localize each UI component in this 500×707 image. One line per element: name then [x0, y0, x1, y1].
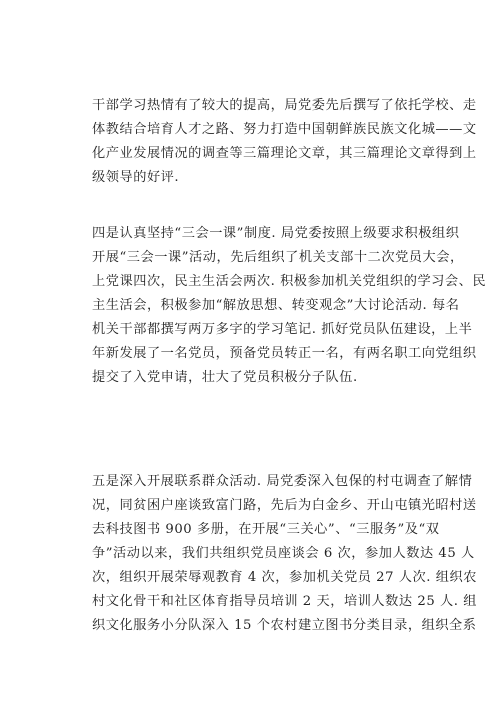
text-line: 况，同贫困户座谈致富门路，先后为白金乡、开山屯镇光昭村送	[92, 498, 477, 513]
text-line: 体教结合培育人才之路、努力打造中国朝鲜族民族文化城——文	[92, 122, 477, 137]
text-line: 机关干部都撰写两万多字的学习笔记. 抓好党员队伍建设，上半	[92, 322, 473, 337]
paragraph-theory-articles	[92, 94, 477, 190]
text-line: 化产业发展情况的调查等三篇理论文章，其三篇理论文章得到上	[92, 146, 477, 161]
text-line: 五是深入开展联系群众活动. 局党委深入包保的村屯调查了解情	[92, 474, 473, 489]
text-line: 争”活动以来，我们共组织党员座谈会 6 次，参加人数达 45 人	[92, 546, 475, 561]
paragraph-three-meetings-one-lesson	[92, 222, 487, 390]
text-line: 村文化骨干和社区体育指导员培训 2 天，培训人数达 25 人. 组	[92, 594, 477, 609]
text-line: 年新发展了一名党员，预备党员转正一名，有两名职工向党组织	[92, 346, 477, 361]
paragraph-mass-contact-activities	[92, 470, 477, 638]
text-line: 次，组织开展荣辱观教育 4 次，参加机关党员 27 人次. 组织农	[92, 570, 477, 585]
text-line: 上党课四次，民主生活会两次. 积极参加机关党组织的学习会、民	[92, 274, 487, 289]
text-line: 织文化服务小分队深入 15 个农村建立图书分类目录，组织全系	[92, 618, 477, 633]
text-line: 去科技图书 900 多册，在开展“三关心”、“三服务”及“双	[92, 522, 440, 537]
text-line: 主生活会，积极参加“解放思想、转变观念”大讨论活动. 每名	[92, 298, 460, 313]
text-line: 级领导的好评.	[92, 170, 180, 185]
text-line: 提交了入党申请，壮大了党员积极分子队伍.	[92, 370, 358, 385]
text-line: 开展“三会一课”活动，先后组织了机关支部十二次党员大会，	[92, 250, 464, 265]
text-line: 干部学习热情有了较大的提高，局党委先后撰写了依托学校、走	[92, 98, 477, 113]
text-line: 四是认真坚持“三会一课”制度. 局党委按照上级要求积极组织	[92, 226, 460, 241]
